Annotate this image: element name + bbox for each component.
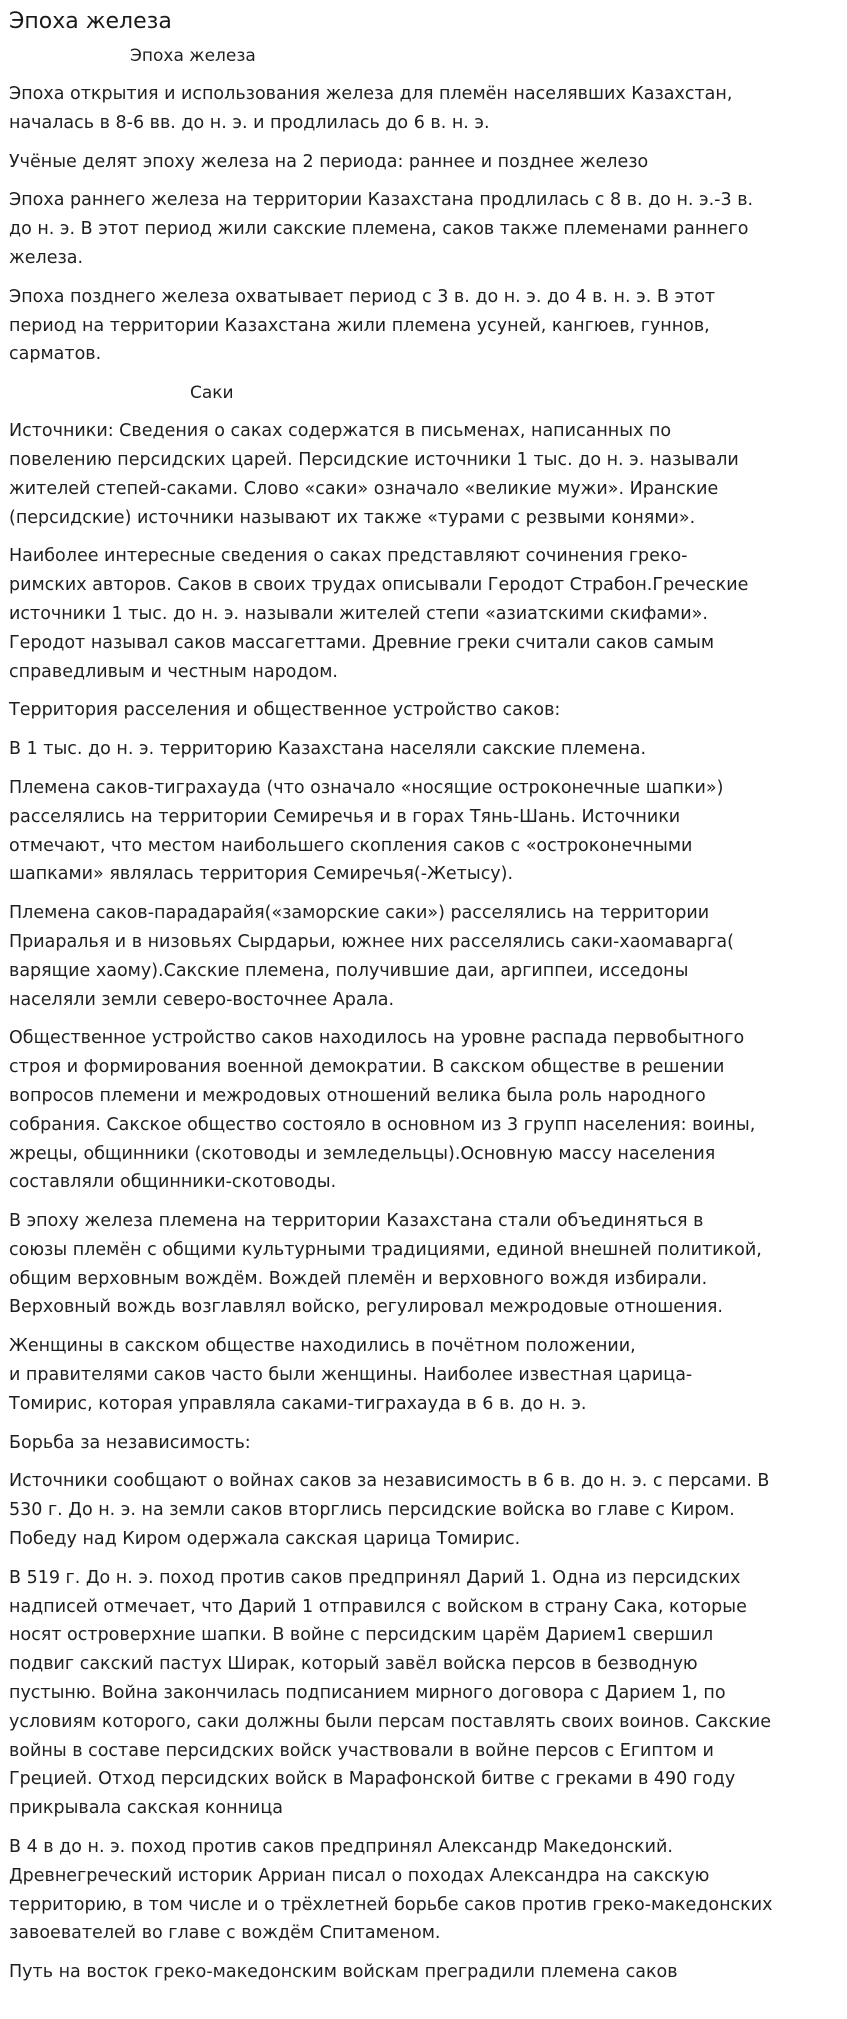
paragraph-alexander: В 4 в до н. э. поход против саков предпринял Александр Македонский. Древнегреческий историк Арриан писал о походах Александра на сакскую территорию, в том числе и о трёхлетней борьбе саков против греко-македонских завоевателей во главе с вождём Спитаменом. <box>9 1837 773 1944</box>
section-heading-epoch: Эпоха железа <box>130 46 256 66</box>
paragraph-unions: В эпоху железа племена на территории Казахстана стали объединяться в союзы племён с общими культурными традициями, единой внешней политикой, общим верховным вождём. Вождей племён и верховного вождя избирали. Верховный вождь возглавлял войско, регулировал межродовые отношения. <box>9 1211 762 1318</box>
paragraph-late-iron: Эпоха позднего железа охватывает период с 3 в. до н. э. до 4 в. н. э. В этот период на территории Казахстана жили племена усуней, кангюев, гуннов, сарматов. <box>9 286 716 365</box>
section-heading-saki: Саки <box>190 383 234 404</box>
paragraph-darius: В 519 г. До н. э. поход против саков предпринял Дарий 1. Одна из персидских надписей отмечает, что Дарий 1 отправился с войском в страну Сака, которые носят островерхние шапки. В войне с персидским царём Дарием1 свершил подвиг сакский пастух Ширак, который завёл войска персов в безводную пустыню. Война закончилась подписанием мирного договора с Дарием 1, по условиям которого, саки должны были персам поставлять своих воинов. Сакские войны в составе персидских войск участвовали в войне персов с Египтом и Грецией. Отход персидских войск в Марафонской битве с греками в 490 году прикрывала сакская конница <box>9 1567 772 1819</box>
paragraph-independence-heading: Борьба за независимость: <box>9 1432 251 1453</box>
paragraph-territory-heading: Территория расселения и общественное устройство саков: <box>9 700 561 721</box>
page-title: Эпоха железа <box>9 9 172 34</box>
paragraph-east-path: Путь на восток греко-македонским войскам преградили племена саков <box>9 1962 678 1983</box>
paragraph-greek-sources: Наиболее интересные сведения о саках представляют сочинения греко- римских авторов. Саков в своих трудах описывали Геродот Страбон.Греческие источники 1 тыс. до н. э. называли жителей степи «азиатскими скифами». Геродот называл саков массагеттами. Древние греки считали саков самым справедливым и честным народом. <box>9 546 749 682</box>
paragraph-wars-persians: Источники сообщают о войнах саков за независимость в 6 в. до н. э. с персами. В 530 г. До н. э. на земли саков вторглись персидские войска во главе с Киром. Победу над Киром одержала сакская царица Томирис. <box>9 1471 770 1550</box>
paragraph-paradaraya: Племена саков-парадарайя(«заморские саки») расселялись на территории Приаралья и в низовьях Сырдарьи, южнее них расселялись саки-хаомаварга( варящие хаому).Сакские племена, получившие даи, аргиппеи, исседоны населяли земли северо-восточнее Арала. <box>9 903 734 1010</box>
paragraph-intro: Эпоха открытия и использования железа для племён населявших Казахстан, началась в 8-6 вв. до н. э. и продлилась до 6 в. н. э. <box>9 84 733 133</box>
paragraph-tigrakhauda: Племена саков-тиграхауда (что означало «носящие остроконечные шапки») расселялись на территории Семиречья и в горах Тянь-Шань. Источники отмечают, что местом наибольшего скопления саков с «остроконечными шапками» являлась территория Семиречья(-Жетысу). <box>9 777 724 885</box>
paragraph-social-structure: Общественное устройство саков находилось на уровне распада первобытного строя и формирования военной демократии. В сакском обществе в решении вопросов племени и межродовых отношений велика была роль народного собрания. Сакское общество состояло в основном из 3 групп населения: воины, жрецы, общинники (скотоводы и земледельцы).Основную массу населения составляли общинники-скотоводы. <box>9 1028 756 1193</box>
paragraph-sources: Источники: Сведения о саках содержатся в письменах, написанных по повелению персидских царей. Персидские источники 1 тыс. до н. э. называли жителей степей-саками. Слово «саки» означало «великие мужи». Иранские (персидские) источники называют их также «турами с резвыми конями». <box>9 421 739 528</box>
paragraph-women: Женщины в сакском обществе находились в почётном положении, и правителями саков часто были женщины. Наиболее известная царица- Томирис, которая управляла саками-тиграхауда в 6 в. до н. э. <box>9 1336 693 1414</box>
paragraph-early-iron: Эпоха раннего железа на территории Казахстана продлилась с 8 в. до н. э.-3 в. до н. э. В этот период жили сакские племена, саков также племенами раннего железа. <box>9 190 754 268</box>
paragraph-periods: Учёные делят эпоху железа на 2 периода: раннее и позднее железо <box>9 151 649 172</box>
paragraph-territory-intro: В 1 тыс. до н. э. территорию Казахстана населяли сакские племена. <box>9 739 647 760</box>
